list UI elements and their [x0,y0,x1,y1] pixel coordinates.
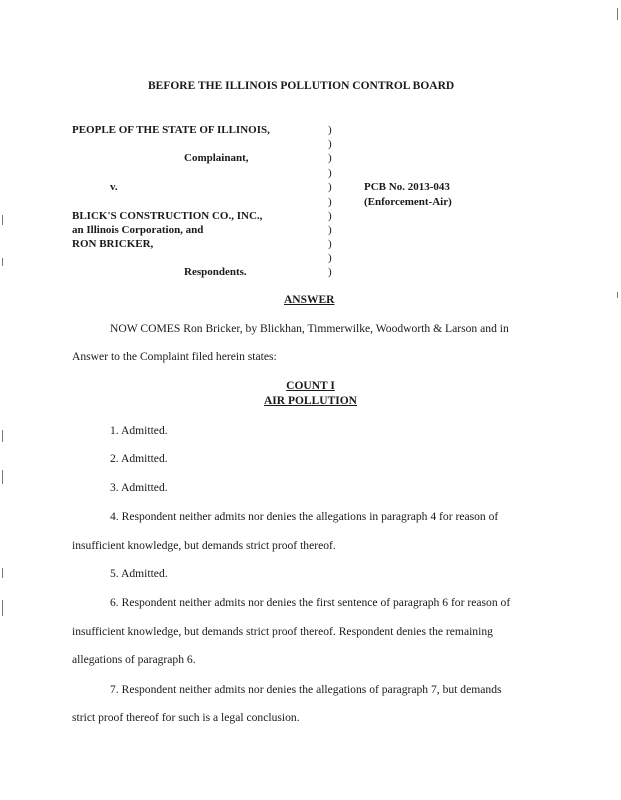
scan-mark [2,430,3,442]
case-type: (Enforcement-Air) [364,196,452,208]
caption-paren: ) [328,252,332,264]
count-subheading: AIR POLLUTION [264,395,357,407]
scan-mark [2,258,3,266]
paragraph-5: 5. Admitted. [110,567,168,580]
caption-paren: ) [328,196,332,208]
case-number: PCB No. 2013-043 [364,181,450,193]
answer-heading: ANSWER [284,294,335,306]
scan-mark [617,292,618,298]
intro-line: Answer to the Complaint filed herein states: [72,350,277,363]
intro-line: NOW COMES Ron Bricker, by Blickhan, Timmerwilke, Woodworth & Larson and in [110,322,509,335]
complainant-label: Complainant, [184,152,249,164]
caption-paren: ) [328,152,332,164]
caption-paren: ) [328,266,332,278]
count-heading: COUNT I [286,380,335,392]
defendant-company: BLICK'S CONSTRUCTION CO., INC., [72,210,263,222]
scan-mark [2,600,3,616]
paragraph-6-cont: allegations of paragraph 6. [72,653,196,666]
paragraph-1: 1. Admitted. [110,424,168,437]
scan-mark [2,470,3,484]
paragraph-7: 7. Respondent neither admits nor denies the allegations of paragraph 7, but demands [110,683,502,696]
caption-paren: ) [328,210,332,222]
scan-mark [2,215,3,225]
defendant-description: an Illinois Corporation, and [72,224,204,236]
caption-paren: ) [328,181,332,193]
versus-label: v. [110,181,118,193]
plaintiff-name: PEOPLE OF THE STATE OF ILLINOIS, [72,124,270,136]
scan-mark [2,568,3,578]
paragraph-6: 6. Respondent neither admits nor denies the first sentence of paragraph 6 for reason of [110,596,511,609]
defendant-individual: RON BRICKER, [72,238,154,250]
caption-paren: ) [328,138,332,150]
respondents-label: Respondents. [184,266,247,278]
caption-paren: ) [328,238,332,250]
paragraph-4: 4. Respondent neither admits nor denies the allegations in paragraph 4 for reason of [110,510,499,523]
paragraph-6-cont: insufficient knowledge, but demands strict proof thereof. Respondent denies the remaining [72,625,493,638]
caption-paren: ) [328,167,332,179]
paragraph-4-cont: insufficient knowledge, but demands strict proof thereof. [72,539,336,552]
paragraph-7-cont: strict proof thereof for such is a legal conclusion. [72,711,300,724]
scan-mark [617,8,618,20]
page-title: BEFORE THE ILLINOIS POLLUTION CONTROL BOARD [148,80,455,92]
paragraph-2: 2. Admitted. [110,452,168,465]
paragraph-3: 3. Admitted. [110,481,168,494]
caption-paren: ) [328,124,332,136]
caption-paren: ) [328,224,332,236]
